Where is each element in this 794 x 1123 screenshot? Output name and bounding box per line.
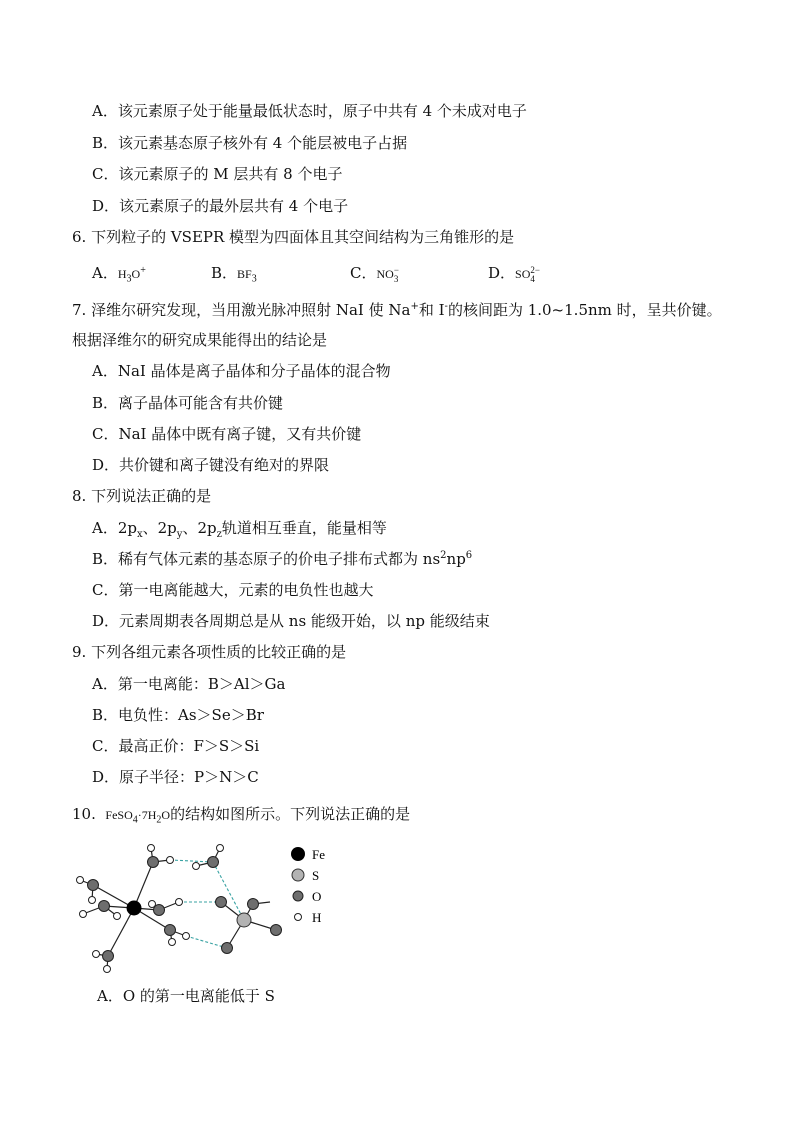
q7-option-d: D．共价键和离子键没有绝对的界限 <box>92 456 330 474</box>
q7-option-b: B．离子晶体可能含有共价键 <box>92 394 284 412</box>
q5-option-a: A．该元素原子处于能量最低状态时，原子中共有 4 个未成对电子 <box>92 102 527 120</box>
q9-option-c: C．最高正价：F＞S＞Si <box>92 737 260 755</box>
q5-option-c: C．该元素原子的 M 层共有 8 个电子 <box>92 165 343 183</box>
legend-h-swatch <box>295 914 302 921</box>
legend-o-label: O <box>312 889 322 904</box>
q6-option-d: D．SO 2− 4 <box>488 264 540 285</box>
q8-option-c: C．第一电离能越大，元素的电负性也越大 <box>92 581 374 599</box>
legend-s-swatch <box>292 869 304 881</box>
q9-option-b: B．电负性：As＞Se＞Br <box>92 706 264 724</box>
legend-fe-swatch <box>291 847 305 861</box>
q7-stem-line2: 根据泽维尔的研究成果能得出的结论是 <box>72 331 328 349</box>
iron-atom <box>127 901 141 915</box>
legend-h-label: H <box>312 910 322 925</box>
q9-option-d: D．原子半径：P＞N＞C <box>92 768 259 786</box>
q6-stem: 6. 下列粒子的 VSEPR 模型为四面体且其空间结构为三角锥形的是 <box>72 228 515 246</box>
q7-option-a: A．NaI 晶体是离子晶体和分子晶体的混合物 <box>92 362 391 380</box>
q6-option-b: B．$BF_3$ <box>211 264 257 285</box>
legend-s-label: S <box>312 868 320 883</box>
q8-option-b: B．稀有气体元素的基态原子的价电子排布式都为 $ns^2np^6$ <box>92 550 473 568</box>
q8-stem: 8. 下列说法正确的是 <box>72 487 212 505</box>
q10-option-a: A．O 的第一电离能低于 S <box>97 987 275 1005</box>
legend-fe-label: Fe <box>312 847 325 862</box>
q8-option-d: D．元素周期表各周期总是从 ns 能级开始，以 np 能级结束 <box>92 612 490 630</box>
q6-option-a: A．$H_3O^+$ <box>92 264 146 285</box>
oxygen-atoms <box>88 857 282 962</box>
q6-option-c: C．NO − 3 <box>350 264 399 285</box>
q7-stem-line1: 7. 泽维尔研究发现，当用激光脉冲照射 NaI 使 Na+和 I-的核间距为 1.0~1.5nm 时，呈共价键。 <box>72 301 722 319</box>
feso4-structure-diagram <box>60 838 350 978</box>
q5-option-b: B．该元素基态原子核外有 4 个能层被电子占据 <box>92 134 408 152</box>
q9-stem: 9. 下列各组元素各项性质的比较正确的是 <box>72 643 347 661</box>
q9-option-a: A．第一电离能：B＞Al＞Ga <box>92 675 286 693</box>
legend <box>291 847 325 925</box>
q7-option-c: C．NaI 晶体中既有离子键，又有共价键 <box>92 425 362 443</box>
legend-o-swatch <box>293 891 303 901</box>
q8-option-a: A．$2p_x$、$2p_y$、$2p_z$轨道相互垂直，能量相等 <box>92 519 387 540</box>
q10-stem: 10. $FeSO_4\cdot 7H_2O$的结构如图所示。下列说法正确的是 <box>72 805 411 826</box>
q5-option-d: D．该元素原子的最外层共有 4 个电子 <box>92 197 349 215</box>
sulfur-atom <box>237 913 251 927</box>
